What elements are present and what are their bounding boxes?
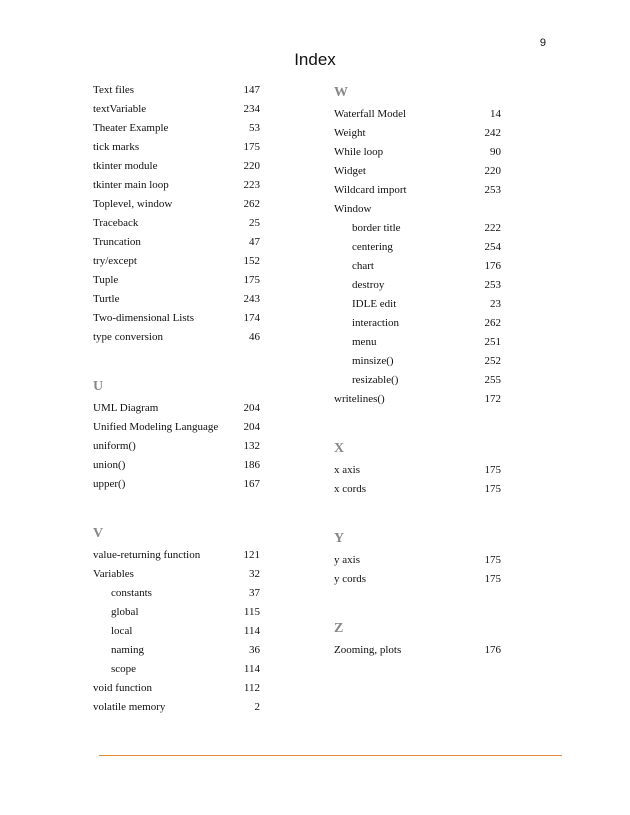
entry-term: try/except — [93, 255, 137, 267]
entry-term: destroy — [352, 279, 385, 291]
entry-page: 220 — [484, 165, 501, 177]
index-subentry — [334, 333, 501, 352]
index-entry — [93, 138, 260, 157]
index-entry — [334, 390, 501, 409]
index-subentry — [334, 314, 501, 333]
index-section — [93, 375, 260, 494]
section-letter: Y — [334, 531, 345, 546]
index-entry — [93, 252, 260, 271]
entry-page: 186 — [243, 459, 260, 471]
index-entry — [334, 461, 501, 480]
page-title: Index — [294, 50, 336, 69]
entry-term: centering — [352, 241, 393, 253]
index-subentry — [93, 603, 260, 622]
section-letter: X — [334, 441, 345, 456]
entry-term: Two-dimensional Lists — [93, 312, 194, 324]
index-subentry — [334, 276, 501, 295]
entry-term: resizable() — [352, 374, 399, 386]
entry-term: Tuple — [93, 274, 119, 286]
entry-term: value-returning function — [93, 549, 201, 561]
index-section — [93, 81, 260, 347]
entry-term: union() — [93, 459, 126, 471]
index-section — [334, 617, 501, 660]
index-subentry — [93, 660, 260, 679]
index-subentry — [334, 371, 501, 390]
entry-term: interaction — [352, 317, 400, 329]
entry-page: 251 — [484, 336, 501, 348]
index-entry — [334, 551, 501, 570]
index-entry — [334, 641, 501, 660]
entry-page: 112 — [243, 682, 260, 694]
index-column-right — [334, 81, 501, 660]
entry-term: Unified Modeling Language — [93, 421, 219, 433]
entry-term: constants — [111, 587, 152, 599]
index-entry — [93, 546, 260, 565]
entry-term: menu — [352, 336, 377, 348]
index-subentry — [334, 352, 501, 371]
entry-page: 262 — [484, 317, 501, 329]
index-entry — [93, 119, 260, 138]
entry-page: 53 — [249, 122, 260, 134]
entry-page: 114 — [243, 625, 260, 637]
footer-divider — [99, 755, 562, 756]
index-column-left — [93, 81, 260, 717]
index-entry — [93, 328, 260, 347]
entry-term: Text files — [93, 84, 135, 96]
index-entry — [334, 143, 501, 162]
entry-term: Waterfall Model — [334, 108, 407, 120]
entry-page: 14 — [490, 108, 501, 120]
index-entry — [334, 124, 501, 143]
entry-term: IDLE edit — [352, 298, 397, 310]
entry-page: 223 — [243, 179, 260, 191]
section-letter: V — [93, 526, 104, 541]
entry-page: 222 — [484, 222, 501, 234]
entry-term: Variables — [93, 568, 134, 580]
index-entry — [93, 565, 260, 584]
entry-term: y cords — [334, 573, 367, 585]
index-entry — [334, 480, 501, 499]
entry-term: Zooming, plots — [334, 644, 402, 656]
index-entry — [93, 176, 260, 195]
entry-term: x axis — [334, 464, 360, 476]
entry-term: scope — [111, 663, 137, 675]
entry-page: 25 — [249, 217, 260, 229]
entry-term: void function — [93, 682, 152, 694]
index-entry — [93, 698, 260, 717]
entry-page: 253 — [484, 184, 501, 196]
entry-page: 37 — [249, 587, 260, 599]
entry-page: 90 — [490, 146, 501, 158]
entry-term: type conversion — [93, 331, 163, 343]
entry-page: 234 — [243, 103, 260, 115]
index-entry — [93, 418, 260, 437]
entry-term: writelines() — [334, 393, 385, 405]
index-section — [334, 437, 501, 499]
entry-term: y axis — [334, 554, 360, 566]
entry-page: 174 — [243, 312, 260, 324]
entry-page: 252 — [484, 355, 501, 367]
index-entry — [93, 100, 260, 119]
index-entry — [334, 162, 501, 181]
index-subentry — [334, 295, 501, 314]
entry-term: minsize() — [352, 355, 394, 367]
entry-term: Traceback — [93, 217, 139, 229]
entry-page: 175 — [484, 554, 501, 566]
entry-term: tick marks — [93, 141, 140, 153]
entry-page: 132 — [243, 440, 260, 452]
index-entry — [93, 437, 260, 456]
entry-page: 255 — [484, 374, 501, 386]
index-subentry — [334, 219, 501, 238]
entry-term: Turtle — [93, 293, 120, 305]
entry-term: naming — [111, 644, 144, 656]
entry-term: Toplevel, window — [93, 198, 173, 210]
section-letter: W — [334, 85, 348, 100]
entry-page: 175 — [484, 573, 501, 585]
entry-page: 121 — [243, 549, 260, 561]
entry-page: 242 — [484, 127, 501, 139]
entry-term: Widget — [334, 165, 366, 177]
index-subentry — [93, 622, 260, 641]
entry-term: local — [111, 625, 133, 637]
entry-term: Window — [334, 203, 372, 215]
entry-page: 253 — [484, 279, 501, 291]
index-entry — [93, 399, 260, 418]
entry-page: 204 — [243, 421, 260, 433]
index-subentry — [334, 238, 501, 257]
index-section — [93, 522, 260, 717]
entry-term: volatile memory — [93, 701, 166, 713]
entry-page: 23 — [490, 298, 501, 310]
index-entry — [93, 214, 260, 233]
entry-page: 262 — [243, 198, 260, 210]
index-entry — [334, 570, 501, 589]
entry-page: 175 — [243, 274, 260, 286]
entry-page: 36 — [249, 644, 260, 656]
entry-page: 176 — [484, 260, 501, 272]
entry-term: While loop — [334, 146, 384, 158]
index-entry — [93, 81, 260, 100]
index-entry — [93, 290, 260, 309]
entry-term: chart — [352, 260, 374, 272]
index-subentry — [93, 584, 260, 603]
entry-page: 175 — [243, 141, 260, 153]
entry-term: uniform() — [93, 440, 136, 452]
entry-page: 147 — [243, 84, 260, 96]
entry-term: textVariable — [93, 103, 147, 115]
entry-page: 175 — [484, 464, 501, 476]
index-entry — [334, 181, 501, 200]
page-number: 9 — [539, 37, 546, 49]
entry-page: 172 — [484, 393, 501, 405]
entry-page: 176 — [484, 644, 501, 656]
entry-term: UML Diagram — [93, 402, 159, 414]
index-entry — [93, 679, 260, 698]
entry-term: Theater Example — [93, 122, 169, 134]
entry-page: 152 — [243, 255, 260, 267]
entry-term: border title — [352, 222, 401, 234]
index-entry — [93, 456, 260, 475]
entry-term: tkinter module — [93, 160, 158, 172]
entry-term: Weight — [334, 127, 366, 139]
index-entry — [93, 271, 260, 290]
entry-page: 2 — [254, 701, 260, 713]
entry-page: 204 — [243, 402, 260, 414]
index-entry — [93, 233, 260, 252]
entry-page: 32 — [249, 568, 260, 580]
index-subentry — [93, 641, 260, 660]
entry-page: 46 — [249, 331, 260, 343]
index-entry — [93, 195, 260, 214]
entry-term: x cords — [334, 483, 367, 495]
entry-page: 47 — [249, 236, 260, 248]
entry-page: 114 — [243, 663, 260, 675]
entry-page: 115 — [243, 606, 260, 618]
entry-page: 220 — [243, 160, 260, 172]
index-entry — [334, 200, 501, 219]
index-entry — [93, 309, 260, 328]
index-entry — [334, 105, 501, 124]
entry-page: 175 — [484, 483, 501, 495]
index-entry — [93, 157, 260, 176]
index-section — [334, 527, 501, 589]
section-letter: Z — [334, 621, 344, 636]
section-letter: U — [93, 379, 104, 394]
entry-page: 243 — [243, 293, 260, 305]
entry-term: global — [111, 606, 139, 618]
entry-term: Wildcard import — [334, 184, 407, 196]
index-section — [334, 81, 501, 409]
entry-page: 254 — [484, 241, 501, 253]
entry-page: 167 — [243, 478, 260, 490]
entry-term: Truncation — [93, 236, 141, 248]
index-subentry — [334, 257, 501, 276]
entry-term: upper() — [93, 478, 126, 490]
entry-term: tkinter main loop — [93, 179, 169, 191]
index-entry — [93, 475, 260, 494]
